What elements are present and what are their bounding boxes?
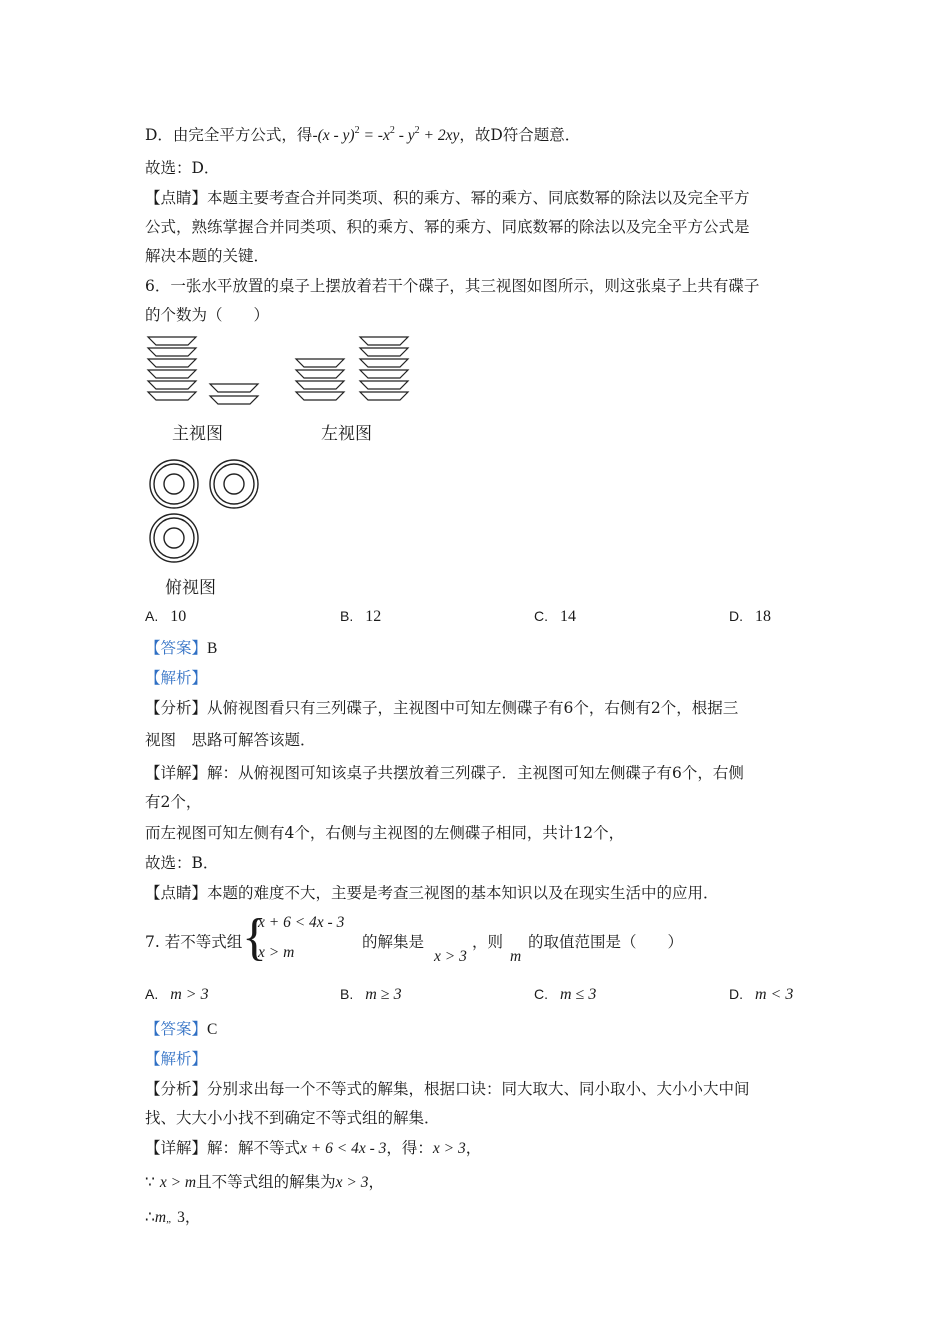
q7-variable-m: m bbox=[510, 948, 522, 965]
left-view-left-stack bbox=[296, 359, 344, 400]
q7-answer bbox=[145, 1018, 217, 1041]
q5-comment-line-3: 解决本题的关键． bbox=[145, 247, 270, 265]
q7-option-c bbox=[534, 985, 596, 1004]
inequality-result: x > 3 bbox=[432, 1140, 466, 1157]
option-value: m ≥ 3 bbox=[365, 986, 402, 1003]
q5-comment-line-1 bbox=[145, 187, 750, 209]
q7-because-line bbox=[145, 1171, 384, 1194]
q7-stem-post: 的取值范围是（ ） bbox=[528, 933, 684, 951]
q6-detail-line-1 bbox=[145, 762, 744, 784]
value: 3 bbox=[177, 1209, 185, 1226]
option-value: 18 bbox=[755, 608, 771, 625]
q7-fenxi-line-2: 找、大大小小找不到确定不等式组的解集． bbox=[145, 1109, 440, 1127]
comment-tag: 【点睛】 bbox=[145, 884, 208, 902]
fenxi-tag: 【分析】 bbox=[145, 1080, 208, 1098]
exponent: 2 bbox=[354, 125, 360, 136]
formula bbox=[312, 127, 459, 144]
q6-option-b bbox=[340, 607, 381, 626]
q6-analysis-tag bbox=[145, 667, 207, 689]
option-label: A. bbox=[145, 608, 159, 624]
front-view-right-stack bbox=[210, 384, 258, 404]
text: ， bbox=[184, 1208, 201, 1226]
q7-option-a bbox=[145, 985, 209, 1004]
q7-stem-then: ，则 bbox=[472, 933, 504, 951]
q6-stem-line-1: 6．一张水平放置的桌子上摆放着若干个碟子，其三视图如图所示，则这张桌子上共有碟子 bbox=[145, 277, 760, 295]
front-view-figure bbox=[146, 334, 266, 410]
answer-value: C bbox=[207, 1021, 218, 1038]
text: 从俯视图看只有三列碟子，主视图中可知左侧碟子有6个，右侧有2个，根据三 bbox=[207, 699, 739, 717]
option-value: m < 3 bbox=[755, 986, 794, 1003]
q7-system-brace: { bbox=[242, 909, 267, 966]
answer-value: B bbox=[207, 640, 218, 657]
therefore-symbol: ∴ bbox=[145, 1208, 155, 1226]
q6-fenxi-line-2: 视图 思路可解答该题． bbox=[145, 731, 316, 749]
because-symbol: ∵ bbox=[145, 1173, 155, 1191]
q7-analysis-tag bbox=[145, 1048, 207, 1070]
option-label: D. bbox=[729, 608, 743, 624]
q6-option-a bbox=[145, 607, 186, 626]
analysis-tag: 【解析】 bbox=[145, 1050, 208, 1068]
formula-part: + 2xy bbox=[419, 127, 460, 144]
q6-comment bbox=[145, 882, 719, 904]
top-view-plate-2 bbox=[210, 460, 258, 508]
option-label: C. bbox=[534, 986, 548, 1002]
left-view-caption: 左视图 bbox=[321, 424, 372, 444]
q6-option-d bbox=[729, 607, 771, 626]
front-view-left-stack bbox=[148, 337, 196, 400]
formula-part: - y bbox=[394, 127, 415, 144]
q7-stem-pre: 7. 若不等式组 bbox=[145, 933, 243, 951]
inequality: x + 6 < 4x - 3 bbox=[300, 1140, 387, 1157]
option-label: B. bbox=[340, 608, 354, 624]
text: 解：从俯视图可知该桌子共摆放着三列碟子．主视图可知左侧碟子有6个，右侧 bbox=[207, 764, 744, 782]
text: 分别求出每一个不等式的解集，根据口诀：同大取大、同小取小、大小小大中间 bbox=[207, 1080, 750, 1098]
q6-detail-line-2: 有2个， bbox=[145, 793, 202, 811]
q7-stem-mid: 的解集是 bbox=[362, 933, 425, 951]
relation-symbol: „ bbox=[166, 1213, 173, 1225]
top-view-figure bbox=[146, 456, 266, 568]
text: 本题的难度不大，主要是考查三视图的基本知识以及在现实生活中的应用． bbox=[207, 884, 719, 902]
q5-option-d-explanation bbox=[145, 120, 580, 147]
text: ， bbox=[465, 1139, 482, 1157]
q7-option-b bbox=[340, 985, 402, 1004]
q6-fenxi-line-1 bbox=[145, 697, 738, 719]
q5-comment-line-2: 公式，熟练掌握合并同类项、积的乘方、幂的乘方、同底数幂的除法以及完全平方公式是 bbox=[145, 218, 750, 236]
option-value: 12 bbox=[365, 608, 382, 625]
option-value: 14 bbox=[560, 608, 576, 625]
fenxi-tag: 【分析】 bbox=[145, 699, 208, 717]
q7-system-line-2: x > m bbox=[258, 944, 295, 961]
formula-part: = -x bbox=[363, 127, 390, 144]
inequality-result: x > 3 bbox=[335, 1174, 369, 1191]
top-view-plate-3 bbox=[150, 514, 198, 562]
front-view-caption: 主视图 bbox=[172, 424, 223, 444]
q6-choice: 故选：B． bbox=[145, 854, 219, 872]
inequality: x > m bbox=[159, 1174, 197, 1191]
option-value: m ≤ 3 bbox=[560, 986, 597, 1003]
left-view-right-stack bbox=[360, 337, 408, 400]
option-value: m > 3 bbox=[170, 986, 209, 1003]
option-label: A. bbox=[145, 986, 159, 1002]
formula-part: -(x - y) bbox=[312, 127, 355, 144]
q7-fenxi-line-1 bbox=[145, 1078, 750, 1100]
text: 本题主要考查合并同类项、积的乘方、幂的乘方、同底数幂的除法以及完全平方 bbox=[207, 189, 750, 207]
q7-option-d bbox=[729, 985, 793, 1004]
detail-tag: 【详解】 bbox=[145, 764, 208, 782]
comment-tag: 【点睛】 bbox=[145, 189, 208, 207]
q6-detail-line-3: 而左视图可知左侧有4个，右侧与主视图的左侧碟子相同，共计12个， bbox=[145, 824, 625, 842]
option-label: C. bbox=[534, 608, 548, 624]
q6-answer bbox=[145, 637, 217, 660]
detail-tag: 【详解】 bbox=[145, 1139, 208, 1157]
text: ， bbox=[368, 1173, 384, 1191]
q5-choice: 故选：D． bbox=[145, 159, 220, 177]
q7-therefore-line bbox=[145, 1206, 200, 1230]
variable: m bbox=[154, 1209, 167, 1226]
answer-tag: 【答案】 bbox=[145, 1020, 208, 1038]
answer-tag: 【答案】 bbox=[145, 639, 208, 657]
q6-stem-line-2: 的个数为（ ） bbox=[145, 306, 270, 324]
text: ，得： bbox=[386, 1139, 433, 1157]
q7-system-line-1: x + 6 < 4x - 3 bbox=[258, 914, 345, 931]
top-view-plate-1 bbox=[150, 460, 198, 508]
analysis-tag: 【解析】 bbox=[145, 669, 208, 687]
option-label: B. bbox=[340, 986, 354, 1002]
exponent: 2 bbox=[389, 125, 395, 136]
option-value: 10 bbox=[170, 608, 187, 625]
top-view-caption: 俯视图 bbox=[165, 578, 216, 598]
left-view-figure bbox=[294, 334, 414, 410]
text: D．由完全平方公式，得 bbox=[145, 126, 313, 144]
exponent: 2 bbox=[414, 125, 420, 136]
q6-option-c bbox=[534, 607, 576, 626]
text: 解：解不等式 bbox=[207, 1139, 301, 1157]
text: 且不等式组的解集为 bbox=[196, 1173, 336, 1191]
q7-solution-set: x > 3 bbox=[434, 948, 467, 965]
text: ，故D符合题意． bbox=[459, 126, 581, 144]
option-label: D. bbox=[729, 986, 743, 1002]
q7-detail-line-1 bbox=[145, 1137, 481, 1160]
